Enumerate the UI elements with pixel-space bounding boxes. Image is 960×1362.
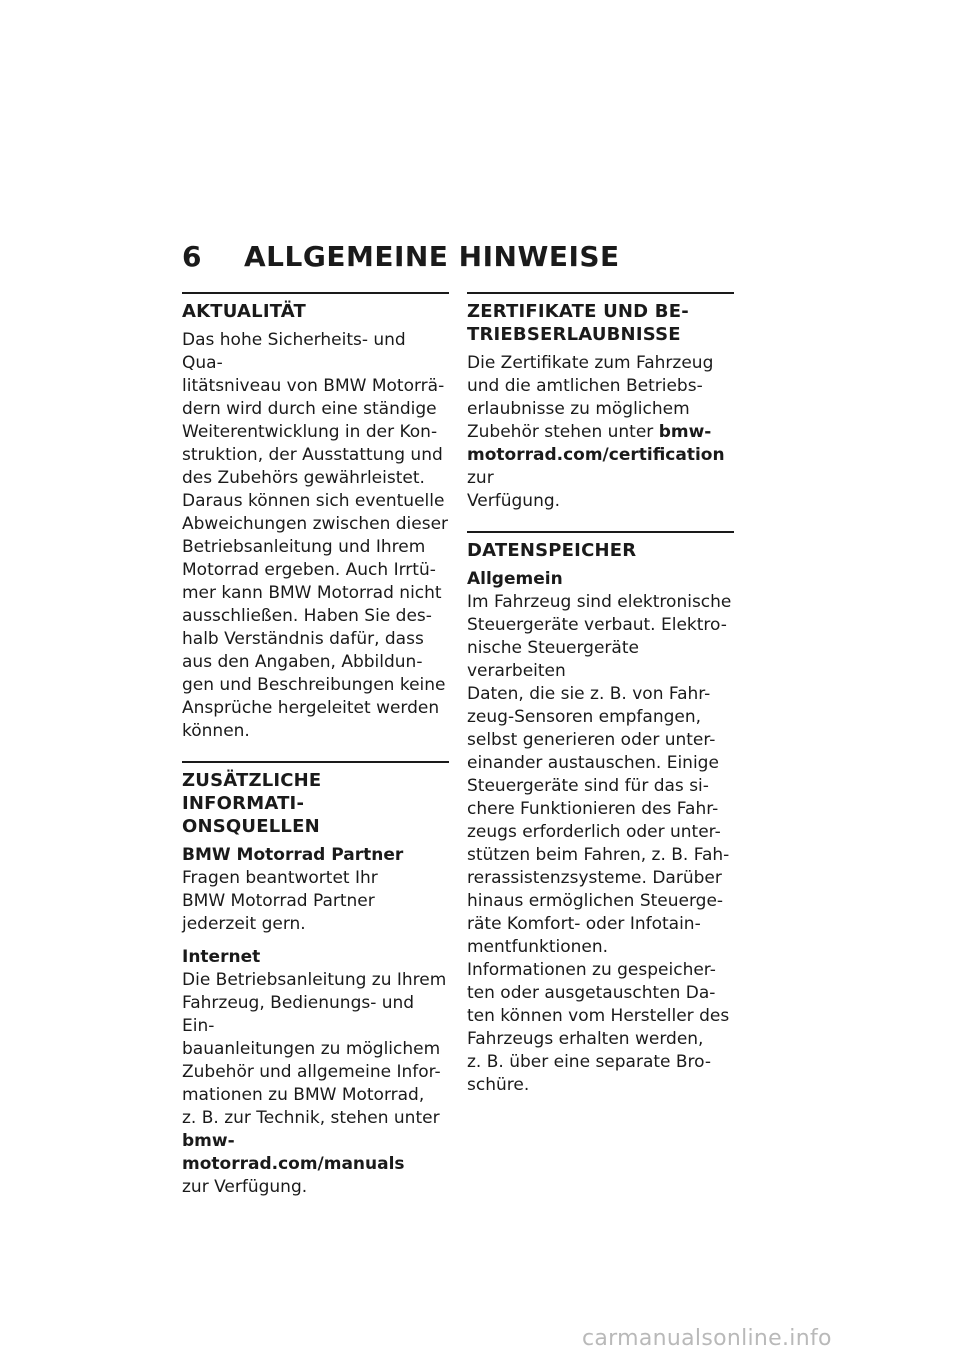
watermark: carmanualsonline.info: [582, 1326, 832, 1351]
manuals-link[interactable]: bmw-motorrad.com/manuals: [182, 1131, 405, 1174]
partner-heading: BMW Motorrad Partner: [182, 845, 404, 865]
section-heading-zertifikate: ZERTIFIKATE UND BE- TRIEBSERLAUBNISSE: [467, 301, 689, 345]
section-heading-info: ZUSÄTZLICHE INFORMATI- ONSQUELLEN: [182, 770, 322, 837]
left-column: [182, 292, 449, 1217]
subsection-internet: [182, 946, 449, 1199]
certification-link-start[interactable]: bmw-: [658, 422, 712, 442]
partner-text: Fragen beantwortet Ihr BMW Motorrad Partner jederzeit gern.: [182, 868, 378, 934]
section-info-sources: [182, 761, 449, 1199]
section-heading-aktualitaet: AKTUALITÄT: [182, 301, 307, 322]
chapter-number: 6: [182, 240, 202, 273]
internet-heading: Internet: [182, 947, 261, 967]
zertifikate-text: [467, 352, 734, 513]
chapter-title: [182, 240, 620, 273]
datenspeicher-text-1: Im Fahrzeug sind elektronische Steuergeräte verbaut. Elektro- nische Steuergeräte verarbeiten Daten, die sie z. B. von Fahr- zeug-Sensoren empfangen, selbst generieren oder unter- einander austauschen. Einige Steuergeräte sind für das si- chere Funktionieren des Fahr- zeugs erforderlich oder unter- stützen beim Fahren, z. B. Fah- rerassistenzsysteme. Darüber hinaus ermöglichen Steuerge- räte Komfort- oder Infotain- mentfunktionen.: [467, 592, 732, 957]
certification-link[interactable]: motorrad.com/certification: [467, 445, 725, 465]
subsection-partner: [182, 844, 449, 936]
allgemein-heading: Allgemein: [467, 569, 563, 589]
section-divider: [467, 531, 734, 533]
aktualitaet-text: Das hohe Sicherheits- und Qua- litätsniveau von BMW Motorrä- dern wird durch eine ständige Weiterentwicklung in der Kon- struktion, der Ausstattung und des Zubehörs gewährleistet. Daraus können sich eventuelle Abweichungen zwischen dieser Betriebsanleitung und Ihrem Motorrad ergeben. Auch Irrtü- mer kann BMW Motorrad nicht ausschließen. Haben Sie des- halb Verständnis dafür, dass aus den Angaben, Abbildun- gen und Beschreibungen keine Ansprüche hergeleitet werden können.: [182, 330, 449, 741]
section-aktualitaet: [182, 292, 449, 743]
zertifikate-text-before: Die Zertifikate zum Fahrzeug und die amtlichen Betriebs- erlaubnisse zu möglichem Zubehör stehen unter: [467, 353, 714, 442]
right-column: [467, 292, 734, 1115]
internet-text-after: zur Verfügung.: [182, 1177, 308, 1197]
zertifikate-text-after: zur Verfügung.: [467, 468, 561, 511]
section-datenspeicher: [467, 531, 734, 1097]
section-heading-datenspeicher: DATENSPEICHER: [467, 540, 637, 561]
chapter-title-text: ALLGEMEINE HINWEISE: [244, 240, 620, 273]
section-divider: [467, 292, 734, 294]
section-zertifikate: [467, 292, 734, 513]
section-divider: [182, 292, 449, 294]
datenspeicher-text-2: Informationen zu gespeicher- ten oder ausgetauschten Da- ten können vom Hersteller des Fahrzeugs erhalten werden, z. B. über eine separate Bro- schüre.: [467, 960, 730, 1095]
section-divider: [182, 761, 449, 763]
internet-text: Die Betriebsanleitung zu Ihrem Fahrzeug, Bedienungs- und Ein- bauanleitungen zu möglichem Zubehör und allgemeine Infor- mationen zu BMW Motorrad, z. B. zur Technik, stehen unter: [182, 970, 447, 1128]
